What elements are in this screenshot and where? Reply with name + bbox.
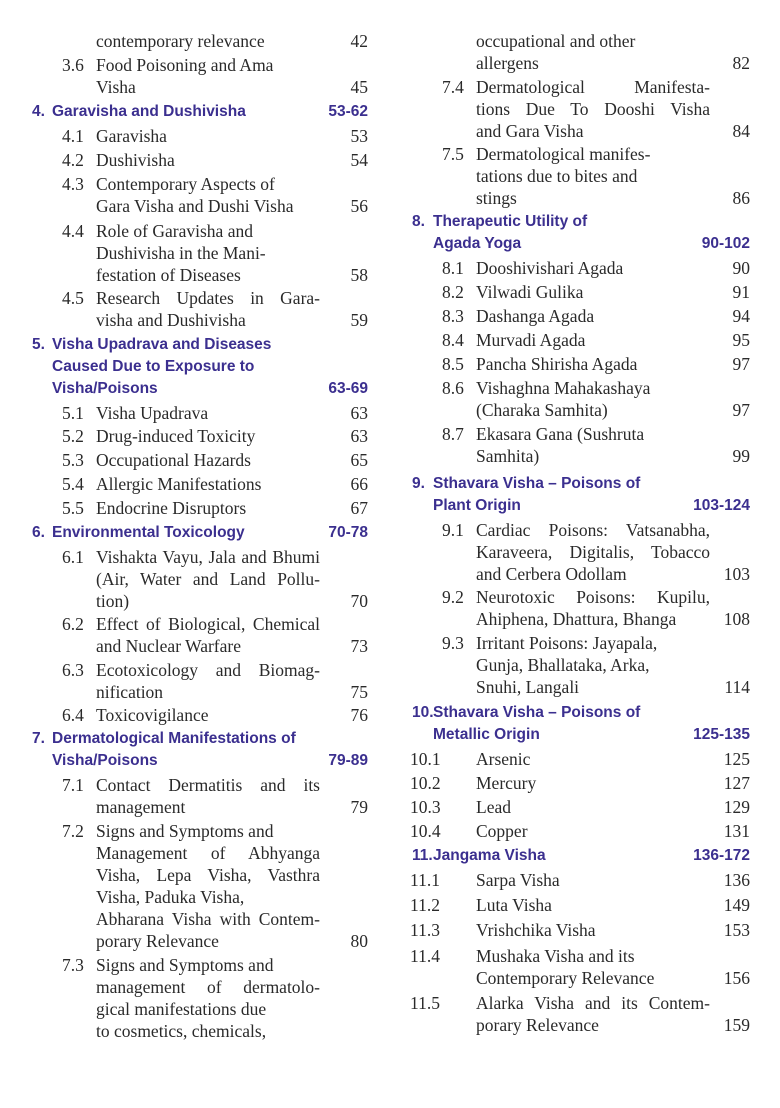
chapter-number: 7. <box>32 730 45 747</box>
section-title: Irritant Poisons: Jayapala, <box>476 633 658 653</box>
toc-entry[interactable] <box>0 975 390 999</box>
chapter-number: 4. <box>32 103 45 120</box>
page-number: 95 <box>732 330 750 350</box>
toc-entry[interactable] <box>0 634 390 658</box>
section-title: Lead <box>476 797 511 817</box>
section-title: Karaveera, Digitalis, Tobacco <box>476 542 710 562</box>
chapter-number: 6. <box>32 524 45 541</box>
section-title: Luta Visha <box>476 895 552 915</box>
section-number: 6.2 <box>62 614 84 634</box>
toc-entry[interactable] <box>390 164 780 188</box>
toc-entry[interactable] <box>0 401 390 425</box>
section-title: and Cerbera Odollam <box>476 564 627 584</box>
section-title: porary Relevance <box>96 931 219 951</box>
section-number: 11.3 <box>410 920 440 940</box>
section-title: Copper <box>476 821 528 841</box>
section-title: Occupational Hazards <box>96 450 251 470</box>
toc-entry[interactable] <box>0 612 390 636</box>
section-title: Vilwadi Gulika <box>476 282 584 302</box>
section-title: Food Poisoning and Ama <box>96 55 274 75</box>
toc-entry[interactable] <box>0 75 390 99</box>
section-number: 8.1 <box>442 258 464 278</box>
toc-chapter-heading[interactable] <box>0 100 390 124</box>
section-title: Management of Abhyanga <box>96 843 320 863</box>
page-number: 63 <box>350 403 368 423</box>
section-title: and Nuclear Warfare <box>96 636 241 656</box>
toc-entry[interactable] <box>0 680 390 704</box>
toc-entry[interactable] <box>0 703 390 727</box>
section-title: tion) <box>96 591 130 611</box>
section-title: Allergic Manifestations <box>96 474 262 494</box>
toc-entry[interactable] <box>390 398 780 422</box>
section-title: (Charaka Samhita) <box>476 400 608 420</box>
section-title: Drug-induced Toxicity <box>96 426 256 446</box>
section-title: Snuhi, Langali <box>476 677 580 697</box>
toc-entry[interactable] <box>390 422 780 446</box>
page-number: 91 <box>732 282 750 302</box>
toc-entry[interactable] <box>390 991 780 1015</box>
toc-entry[interactable] <box>390 944 780 968</box>
section-title: Ahiphena, Dhattura, Bhanga <box>476 609 677 629</box>
page-number: 53-62 <box>328 103 368 120</box>
page-number: 82 <box>732 53 750 73</box>
section-title: Role of Garavisha and <box>96 221 253 241</box>
section-number: 5.1 <box>62 403 84 423</box>
section-title: Contemporary Relevance <box>476 968 655 988</box>
page-number: 131 <box>723 821 750 841</box>
toc-entry[interactable] <box>0 567 390 591</box>
section-title: nification <box>96 682 164 702</box>
chapter-title: Dermatological Manifestations of <box>52 730 296 747</box>
toc-entry[interactable] <box>0 819 390 843</box>
toc-entry[interactable] <box>390 893 780 917</box>
page-number: 80 <box>350 931 368 951</box>
page-number: 108 <box>723 609 750 629</box>
section-title: Vishaghna Mahakashaya <box>476 378 651 398</box>
section-title: Visha, Paduka Visha, <box>96 887 245 907</box>
section-title: Visha Upadrava <box>96 403 209 423</box>
toc-entry[interactable] <box>0 241 390 265</box>
toc-entry[interactable] <box>0 219 390 243</box>
section-number: 5.4 <box>62 474 84 494</box>
toc-entry[interactable] <box>0 997 390 1021</box>
page-number: 84 <box>732 121 750 141</box>
section-number: 8.6 <box>442 378 464 398</box>
page-number: 103 <box>723 564 750 584</box>
section-number: 7.4 <box>442 77 464 97</box>
page-number: 90 <box>732 258 750 278</box>
toc-entry[interactable] <box>390 328 780 352</box>
toc-entry[interactable] <box>0 148 390 172</box>
toc-entry[interactable] <box>0 929 390 953</box>
page-number: 159 <box>723 1015 750 1035</box>
page-number: 45 <box>350 77 368 97</box>
page-number: 73 <box>350 636 368 656</box>
toc-chapter-heading[interactable] <box>390 701 780 725</box>
toc-entry[interactable] <box>390 540 780 564</box>
section-number: 7.1 <box>62 775 84 795</box>
section-title: porary Relevance <box>476 1015 599 1035</box>
section-number: 6.1 <box>62 547 84 567</box>
section-title: Garavisha <box>96 126 167 146</box>
page-number: 70 <box>350 591 368 611</box>
section-title: Visha, Lepa Visha, Vasthra <box>96 865 320 885</box>
section-title: tations due to bites and <box>476 166 638 186</box>
toc-entry[interactable] <box>0 448 390 472</box>
section-title: gical manifestations due <box>96 999 267 1019</box>
toc-entry[interactable] <box>390 280 780 304</box>
section-title: Murvadi Agada <box>476 330 586 350</box>
toc-entry[interactable] <box>390 142 780 166</box>
section-number: 10.1 <box>410 749 441 769</box>
toc-chapter-heading[interactable] <box>390 844 780 868</box>
section-title: to cosmetics, chemicals, <box>96 1021 267 1041</box>
section-number: 11.2 <box>410 895 440 915</box>
page-number: 65 <box>350 450 368 470</box>
section-title: Gunja, Bhallataka, Arka, <box>476 655 650 675</box>
section-number: 6.3 <box>62 660 84 680</box>
chapter-title: Visha/Poisons <box>52 752 158 769</box>
section-number: 5.5 <box>62 498 84 518</box>
toc-entry[interactable] <box>390 585 780 609</box>
section-title: Arsenic <box>476 749 531 769</box>
section-number: 8.5 <box>442 354 464 374</box>
page-number: 75 <box>350 682 368 702</box>
section-title: Contemporary Aspects of <box>96 174 275 194</box>
toc-chapter-heading[interactable] <box>390 232 780 256</box>
toc-entry[interactable] <box>390 819 780 843</box>
toc-entry[interactable] <box>390 607 780 631</box>
page-number: 99 <box>732 446 750 466</box>
section-number: 11.4 <box>410 946 440 966</box>
page-number: 136-172 <box>693 847 750 864</box>
toc-entry[interactable] <box>0 496 390 520</box>
section-number: 10.4 <box>410 821 441 841</box>
section-title: Mushaka Visha and its <box>476 946 635 966</box>
page-number: 127 <box>723 773 750 793</box>
section-title: Vishakta Vayu, Jala and Bhumi <box>96 547 320 567</box>
page-number: 42 <box>350 31 368 51</box>
page-number: 67 <box>350 498 368 518</box>
toc-entry[interactable] <box>0 124 390 148</box>
section-number: 4.4 <box>62 221 84 241</box>
section-title: Neurotoxic Poisons: Kupilu, <box>476 587 710 607</box>
section-title: Signs and Symptoms and <box>96 821 274 841</box>
section-number: 3.6 <box>62 55 84 75</box>
toc-entry[interactable] <box>390 51 780 75</box>
section-number: 4.3 <box>62 174 84 194</box>
toc-entry[interactable] <box>0 795 390 819</box>
toc-entry[interactable] <box>390 119 780 143</box>
toc-entry[interactable] <box>0 589 390 613</box>
toc-entry[interactable] <box>390 631 780 655</box>
section-number: 8.4 <box>442 330 464 350</box>
section-title: Toxicovigilance <box>96 705 209 725</box>
toc-entry[interactable] <box>0 863 390 887</box>
chapter-title: Sthavara Visha – Poisons of <box>433 475 641 492</box>
page-number: 86 <box>732 188 750 208</box>
toc-entry[interactable] <box>390 352 780 376</box>
toc-entry[interactable] <box>0 424 390 448</box>
toc-entry[interactable] <box>390 675 780 699</box>
section-title: Visha <box>96 77 136 97</box>
page-number: 63 <box>350 426 368 446</box>
section-title: Endocrine Disruptors <box>96 498 247 518</box>
page-number: 90-102 <box>701 235 750 252</box>
toc-entry[interactable] <box>0 263 390 287</box>
page-number: 94 <box>732 306 750 326</box>
toc-chapter-heading[interactable] <box>390 210 780 234</box>
section-title: Dashanga Agada <box>476 306 595 326</box>
toc-chapter-heading[interactable] <box>0 521 390 545</box>
toc-entry[interactable] <box>390 75 780 99</box>
chapter-number: 9. <box>412 475 425 492</box>
page-number: 129 <box>723 797 750 817</box>
toc-entry[interactable] <box>0 308 390 332</box>
page-number: 56 <box>350 196 368 216</box>
section-title: festation of Diseases <box>96 265 241 285</box>
section-title: (Air, Water and Land Pollu- <box>96 569 320 589</box>
toc-chapter-heading[interactable] <box>0 727 390 751</box>
section-number: 4.5 <box>62 288 84 308</box>
section-number: 9.2 <box>442 587 464 607</box>
toc-entry[interactable] <box>390 918 780 942</box>
toc-entry[interactable] <box>390 1013 780 1037</box>
page-number: 59 <box>350 310 368 330</box>
toc-chapter-heading[interactable] <box>0 333 390 357</box>
section-title: Signs and Symptoms and <box>96 955 274 975</box>
section-title: Sarpa Visha <box>476 870 560 890</box>
section-number: 5.3 <box>62 450 84 470</box>
page-number: 79 <box>350 797 368 817</box>
section-title: Samhita) <box>476 446 540 466</box>
page-number: 53 <box>350 126 368 146</box>
toc-entry[interactable] <box>390 376 780 400</box>
section-title: Alarka Visha and its Contem- <box>476 993 710 1013</box>
toc-entry[interactable] <box>390 653 780 677</box>
toc-entry[interactable] <box>390 868 780 892</box>
section-number: 6.4 <box>62 705 84 725</box>
section-title: Ekasara Gana (Sushruta <box>476 424 645 444</box>
section-number: 7.5 <box>442 144 464 164</box>
chapter-title: Plant Origin <box>433 497 521 514</box>
toc-entry[interactable] <box>0 172 390 196</box>
section-title: Gara Visha and Dushi Visha <box>96 196 294 216</box>
toc-chapter-heading[interactable] <box>0 377 390 401</box>
toc-entry[interactable] <box>0 545 390 569</box>
section-title: Pancha Shirisha Agada <box>476 354 638 374</box>
page-number: 153 <box>723 920 750 940</box>
page-number: 97 <box>732 400 750 420</box>
toc-entry[interactable] <box>0 658 390 682</box>
section-title: Dermatological manifes- <box>476 144 651 164</box>
toc-chapter-heading[interactable] <box>390 494 780 518</box>
chapter-title: Environmental Toxicology <box>52 524 245 541</box>
page-number: 58 <box>350 265 368 285</box>
chapter-number: 8. <box>412 213 425 230</box>
toc-entry[interactable] <box>0 29 390 53</box>
section-number: 8.2 <box>442 282 464 302</box>
section-number: 5.2 <box>62 426 84 446</box>
toc-entry[interactable] <box>390 562 780 586</box>
section-number: 11.5 <box>410 993 440 1013</box>
page-number: 103-124 <box>693 497 750 514</box>
section-number: 7.3 <box>62 955 84 975</box>
section-title: Effect of Biological, Chemical <box>96 614 320 634</box>
section-number: 10.3 <box>410 797 441 817</box>
toc-entry[interactable] <box>0 286 390 310</box>
chapter-title: Therapeutic Utility of <box>433 213 588 230</box>
chapter-title: Metallic Origin <box>433 726 540 743</box>
toc-chapter-heading[interactable] <box>390 723 780 747</box>
chapter-title: Agada Yoga <box>433 235 522 252</box>
section-title: Abharana Visha with Contem- <box>96 909 320 929</box>
page-number: 70-78 <box>328 524 368 541</box>
page-number: 156 <box>723 968 750 988</box>
section-title: management <box>96 797 186 817</box>
toc-entry[interactable] <box>0 773 390 797</box>
section-title: allergens <box>476 53 539 73</box>
page-number: 136 <box>723 870 750 890</box>
section-title: Dooshivishari Agada <box>476 258 624 278</box>
toc-chapter-heading[interactable] <box>0 749 390 773</box>
section-title: Dushivisha in the Mani- <box>96 243 266 263</box>
section-number: 11.1 <box>410 870 440 890</box>
toc-entry[interactable] <box>390 186 780 210</box>
page-number: 76 <box>350 705 368 725</box>
toc-entry[interactable] <box>0 953 390 977</box>
toc-entry[interactable] <box>390 444 780 468</box>
chapter-title: Visha/Poisons <box>52 380 158 397</box>
section-number: 9.3 <box>442 633 464 653</box>
section-title: Contact Dermatitis and its <box>96 775 320 795</box>
toc-entry[interactable] <box>0 1019 390 1043</box>
toc-entry[interactable] <box>390 518 780 542</box>
chapter-title: Jangama Visha <box>433 847 546 864</box>
section-title: Dermatological Manifesta- <box>476 77 710 97</box>
page-number: 114 <box>724 677 750 697</box>
chapter-number: 5. <box>32 336 45 353</box>
toc-entry[interactable] <box>0 885 390 909</box>
chapter-title: Visha Upadrava and Diseases <box>52 336 272 353</box>
chapter-title: Sthavara Visha – Poisons of <box>433 704 641 721</box>
chapter-title: Garavisha and Dushivisha <box>52 103 246 120</box>
section-title: Ecotoxicology and Biomag- <box>96 660 320 680</box>
toc-entry[interactable] <box>390 256 780 280</box>
chapter-number: 11. <box>412 847 433 864</box>
section-title: management of dermatolo- <box>96 977 320 997</box>
section-number: 8.7 <box>442 424 464 444</box>
section-title: contemporary relevance <box>96 31 265 51</box>
page-number: 149 <box>723 895 750 915</box>
section-title: tions Due To Dooshi Visha <box>476 99 710 119</box>
page-number: 125 <box>723 749 750 769</box>
section-title: stings <box>476 188 517 208</box>
page-number: 54 <box>350 150 368 170</box>
section-title: and Gara Visha <box>476 121 584 141</box>
section-title: Vrishchika Visha <box>476 920 596 940</box>
section-title: Mercury <box>476 773 537 793</box>
page-number: 63-69 <box>328 380 368 397</box>
chapter-number: 10. <box>412 704 434 721</box>
toc-entry[interactable] <box>390 966 780 990</box>
page-number: 79-89 <box>328 752 368 769</box>
toc-entry[interactable] <box>390 795 780 819</box>
toc-entry[interactable] <box>390 97 780 121</box>
page-number: 97 <box>732 354 750 374</box>
section-number: 7.2 <box>62 821 84 841</box>
section-title: occupational and other <box>476 31 636 51</box>
section-title: visha and Dushivisha <box>96 310 246 330</box>
section-number: 9.1 <box>442 520 464 540</box>
section-title: Cardiac Poisons: Vatsanabha, <box>476 520 710 540</box>
toc-entry[interactable] <box>0 472 390 496</box>
chapter-title: Caused Due to Exposure to <box>52 358 255 375</box>
page-number: 125-135 <box>693 726 750 743</box>
toc-entry[interactable] <box>390 771 780 795</box>
toc-chapter-heading[interactable] <box>390 472 780 496</box>
toc-entry[interactable] <box>390 29 780 53</box>
toc-entry[interactable] <box>0 53 390 77</box>
section-title: Research Updates in Gara- <box>96 288 320 308</box>
section-number: 4.1 <box>62 126 84 146</box>
toc-entry[interactable] <box>390 747 780 771</box>
section-number: 10.2 <box>410 773 441 793</box>
toc-entry[interactable] <box>0 841 390 865</box>
toc-chapter-heading[interactable] <box>0 355 390 379</box>
page-number: 66 <box>350 474 368 494</box>
section-number: 8.3 <box>442 306 464 326</box>
section-number: 4.2 <box>62 150 84 170</box>
toc-entry[interactable] <box>0 194 390 218</box>
section-title: Dushivisha <box>96 150 175 170</box>
toc-entry[interactable] <box>0 907 390 931</box>
toc-entry[interactable] <box>390 304 780 328</box>
